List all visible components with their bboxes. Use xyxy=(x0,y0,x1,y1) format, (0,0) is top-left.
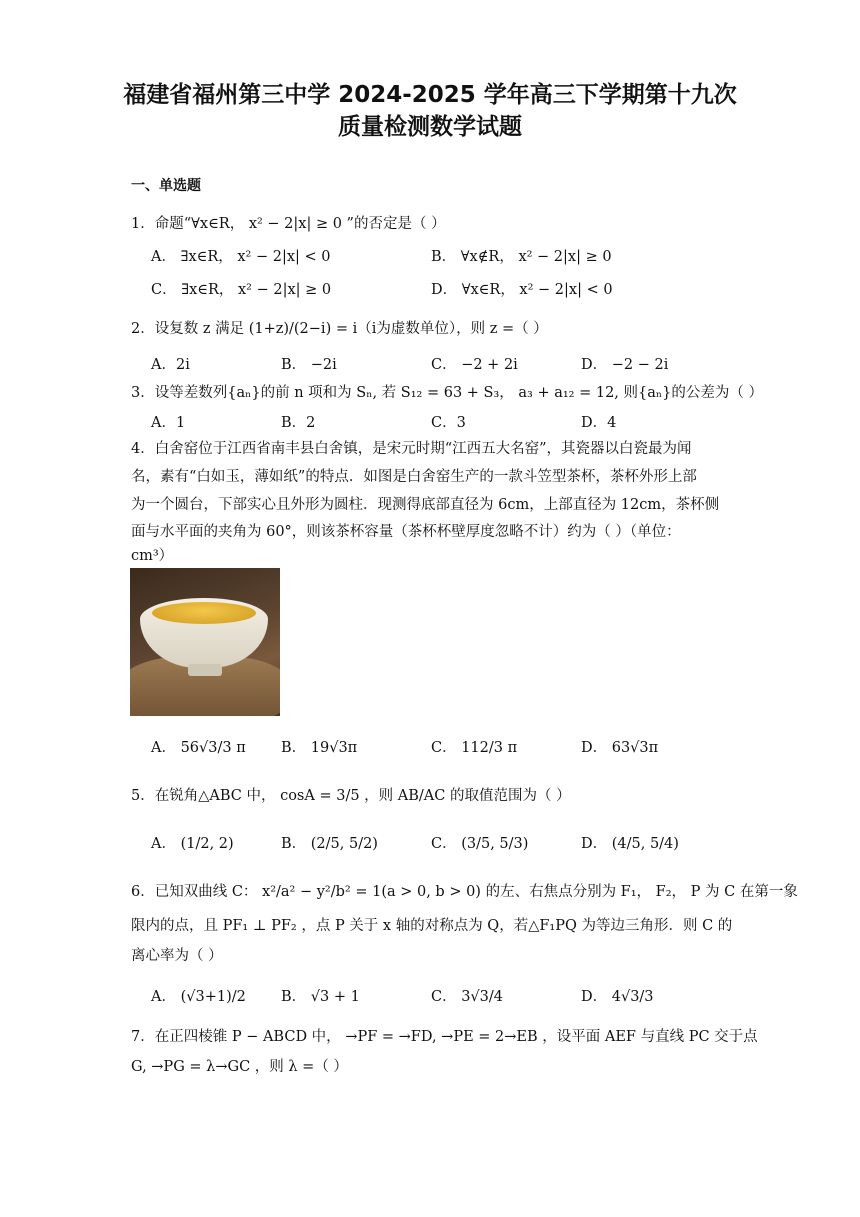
q5-option-a: A． (1/2, 2) xyxy=(151,836,234,852)
cup-foot xyxy=(188,664,222,676)
q2-option-d: D． −2 − 2i xyxy=(581,357,669,373)
q6-line-3: 离心率为（ ） xyxy=(131,948,223,964)
q4-option-b: B． 19√3π xyxy=(281,740,358,756)
q1-option-c: C． ∃x∈R， x² − 2|x| ≥ 0 xyxy=(151,282,332,298)
q6-option-a: A． (√3+1)/2 xyxy=(151,989,246,1005)
q6-option-b: B． √3 + 1 xyxy=(281,989,360,1005)
title-line-2: 质量检测数学试题 xyxy=(338,114,522,140)
q4-line-5: cm³） xyxy=(131,548,174,564)
q4-line-4: 面与水平面的夹角为 60°，则该茶杯容量（茶杯杯壁厚度忽略不计）约为（ ）（单位： xyxy=(131,524,681,540)
q3-stem: 3．设等差数列{aₙ}的前 n 项和为 Sₙ, 若 S₁₂ = 63 + S₃， a₃ + a₁₂ = 12, 则{aₙ}的公差为（ ） xyxy=(131,385,764,401)
q3-option-c: C．3 xyxy=(431,415,466,431)
q2-option-c: C． −2 + 2i xyxy=(431,357,518,373)
q4-line-1: 4．白舍窑位于江西省南丰县白舍镇，是宋元时期“江西五大名窑”，其瓷器以白瓷最为闻 xyxy=(131,441,692,457)
q3-option-b: B．2 xyxy=(281,415,316,431)
q5-option-d: D． (4/5, 5/4) xyxy=(581,836,679,852)
q6-line-1: 6．已知双曲线 C： x²/a² − y²/b² = 1(a > 0, b > 0) 的左、右焦点分别为 F₁， F₂， P 为 C 在第一象 xyxy=(131,884,798,900)
q4-line-2: 名，素有“白如玉，薄如纸”的特点．如图是白舍窑生产的一款斗笠型茶杯，茶杯外形上部 xyxy=(131,469,697,485)
q6-option-d: D． 4√3/3 xyxy=(581,989,654,1005)
q4-option-d: D． 63√3π xyxy=(581,740,659,756)
q5-option-c: C． (3/5, 5/3) xyxy=(431,836,529,852)
q7-line-2: G, →PG = λ→GC ，则 λ =（ ） xyxy=(131,1059,348,1075)
q4-option-a: A． 56√3/3 π xyxy=(151,740,246,756)
title-line-1: 福建省福州第三中学 2024-2025 学年高三下学期第十九次 xyxy=(123,82,737,108)
q3-option-d: D．4 xyxy=(581,415,617,431)
q1-option-b: B． ∀x∉R， x² − 2|x| ≥ 0 xyxy=(431,249,612,265)
q5-stem: 5．在锐角△ABC 中， cosA = 3/5 ，则 AB/AC 的取值范围为（ ） xyxy=(131,788,571,804)
q4-line-3: 为一个圆台，下部实心且外形为圆柱．现测得底部直径为 6cm，上部直径为 12cm，茶杯侧 xyxy=(131,497,720,513)
q2-option-a: A．2i xyxy=(151,357,190,373)
teacup-photo xyxy=(130,568,280,716)
q6-option-c: C． 3√3/4 xyxy=(431,989,504,1005)
tea-surface xyxy=(152,602,256,624)
q4-option-c: C． 112/3 π xyxy=(431,740,518,756)
q7-line-1: 7．在正四棱锥 P − ABCD 中， →PF = →FD, →PE = 2→EB ，设平面 AEF 与直线 PC 交于点 xyxy=(131,1029,758,1045)
q3-option-a: A．1 xyxy=(151,415,186,431)
section-title: 一、单选题 xyxy=(131,178,201,194)
q1-option-d: D． ∀x∈R， x² − 2|x| < 0 xyxy=(431,282,613,298)
q1-option-a: A． ∃x∈R， x² − 2|x| < 0 xyxy=(151,249,331,265)
q6-line-2: 限内的点，且 PF₁ ⊥ PF₂ ，点 P 关于 x 轴的对称点为 Q，若△F₁PQ 为等边三角形．则 C 的 xyxy=(131,918,733,934)
q2-stem: 2．设复数 z 满足 (1+z)/(2−i) = i（i为虚数单位），则 z =（ ） xyxy=(131,321,548,337)
q1-stem: 1．命题“∀x∈R， x² − 2|x| ≥ 0 ”的否定是（ ） xyxy=(131,216,446,232)
q2-option-b: B． −2i xyxy=(281,357,337,373)
q5-option-b: B． (2/5, 5/2) xyxy=(281,836,378,852)
